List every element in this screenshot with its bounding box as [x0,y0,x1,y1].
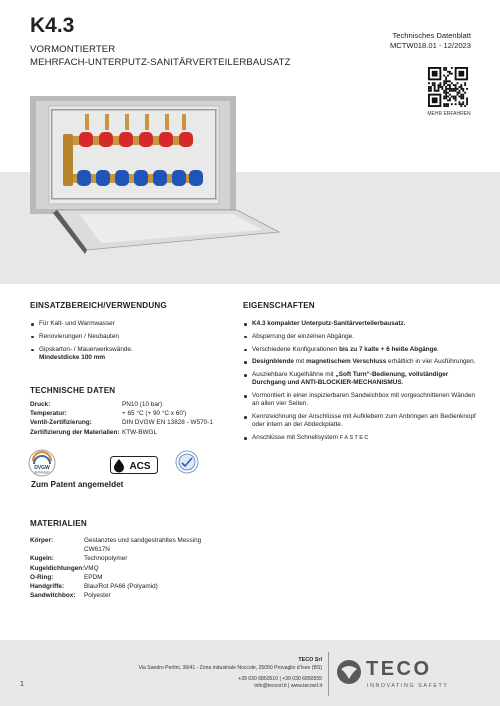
acs-logo [110,456,158,474]
footer-divider [328,652,329,696]
product-subtitle-line1: VORMONTIERTER [30,44,116,55]
material-value: Technopolymer [84,555,128,563]
tech-row [30,400,213,409]
material-row [30,573,201,582]
hot-valve-handle [139,132,153,147]
features-heading: EIGENSCHAFTEN [243,301,315,310]
hot-valve-handle [179,132,193,147]
document-code: MCTW018.01 - 12/2023 [389,41,471,50]
cold-valve-handle [189,170,203,186]
feature-text: Ausziehbare Kugelhähne mit [252,371,336,379]
product-subtitle-line2: MEHRFACH-UNTERPUTZ-SANITÄRVERTEILERBAUSATZ [30,57,291,68]
teco-tagline: INNOVATING SAFETY [367,683,449,689]
material-value: Gestanztes und sandgestrahltes Messing [84,537,202,544]
tech-key: Druck: [30,401,51,408]
footer-email-web[interactable]: info@tecosrl.it | www.tecosrl.it [254,683,322,689]
material-row [30,536,201,545]
material-row [30,554,201,563]
feature-bold: magnetischem Verschluss [305,358,387,366]
document-type: Technisches Datenblatt [392,31,471,40]
usage-item: Für Kalt- und Warmwasser [30,320,230,328]
material-row [30,582,201,591]
material-value: EPDM [84,573,103,581]
footer-address: Via Sandro Pertini, 39/41 - Zona industriale Noccole, 25050 Provaglio d’Iseo (BS) [138,665,322,671]
dvgw-logo [28,449,56,477]
feature-text: Verschiedene Konfigurationen [252,345,340,353]
feature-item [243,392,477,408]
tech-value: DIN DVGW EN 13828 - W570-1 [122,419,213,427]
acs-text: ACS [129,461,151,472]
cold-valve-handle [115,170,129,186]
hot-valve-handle [119,132,133,147]
hot-valve-handle [159,132,173,147]
feature-item [243,413,477,429]
cold-valve-handle [153,170,167,186]
dvgw-text: DVGW [34,465,50,471]
tech-value: KTW-BWGL [122,428,158,436]
feature-text: erhältlich in vier Ausführungen. [386,358,476,366]
tech-row [30,418,213,427]
materials-table [30,536,201,600]
material-key: O-Ring: [30,573,54,581]
page-number: 1 [20,681,24,688]
qr-code[interactable] [428,67,468,107]
material-row [30,564,201,573]
teco-emblem-icon [336,659,362,685]
feature-item [243,346,477,354]
material-key: Kugeln: [30,555,54,563]
teco-brand: TECO [366,658,432,680]
feature-bold: „Soft Turn“-Bedienung, vollständiger Durchgang und ANTI-BLOCKIER-MECHANISMUS [252,371,449,387]
material-key: Sandwitchbox: [30,592,76,600]
product-image [27,92,282,257]
usage-item [30,346,230,362]
manifold-inlet [63,134,73,186]
product-subtitle [30,43,291,69]
material-key: Kugeldichtungen: [30,564,85,572]
box-back-panel [49,106,219,204]
feature-text: Absperrung der einzelnen Abgänge. [252,332,354,340]
features-list [243,320,477,447]
tech-key: Zertifizierung der Materialien: [30,428,120,436]
tech-key: Ventil-Zertifizierung: [30,419,92,427]
tech-heading: TECHNISCHE DATEN [30,386,116,395]
feature-item [243,434,477,442]
hot-valve-handle [79,132,93,147]
cold-valve-handle [77,170,91,186]
feature-item [243,371,477,387]
materials-heading: MATERIALIEN [30,519,87,528]
material-key [30,545,84,554]
usage-item: Renovierungen / Neubauten [30,333,230,341]
footer-phone: +39 030 6850510 | +39 030 6850555 [238,676,322,682]
material-value: VMQ [84,564,99,572]
qr-label: MEHR ERFAHREN [427,111,471,117]
feature-bold: bis zu 7 kalte + 6 heiße Abgänge [339,345,438,353]
patent-note: Zum Patent angemeldet [31,480,124,489]
material-key: Körper: [30,537,54,544]
tech-row [30,409,213,418]
usage-item-min-thickness: Mindestdicke 100 mm [39,353,106,361]
feature-text: . [401,379,404,387]
cold-valve-handle [172,170,186,186]
material-row [30,545,201,554]
document-info [390,31,471,51]
material-value: Blau/Rot PA66 (Polyamid) [84,583,158,591]
feature-text: Anschlüsse mit Schnellsystem [252,434,338,442]
feature-bold: Designblende [252,358,294,366]
feature-item [243,333,477,341]
footer-company: TECO Srl [298,657,322,663]
ktw-seal-logo [175,450,199,474]
fastec-logo: FASTEC [339,435,370,442]
material-value: CW617N [84,546,110,554]
feature-text: Vormontiert in einer inspizierbaren Sandwichbox mit vorgeschnittenen Wänden an allen vier Seiten. [252,392,476,408]
material-value: Polyester [84,592,111,600]
cold-valve-handle [96,170,110,186]
tech-key: Temperatur: [30,410,67,418]
material-key: Handgriffe: [30,583,65,591]
dvgw-subtext: ZERTIFIZIERT [34,471,50,475]
product-title: K4.3 [30,14,75,37]
usage-heading: EINSATZBEREICH/VERWENDUNG [30,301,167,310]
feature-text: Kennzeichnung der Anschlüsse mit Aufklebern zum Anbringen am Bedienknopf oder intern an der Abdeckplatte. [252,413,476,429]
feature-item [243,358,477,366]
tech-row [30,428,213,437]
tech-table [30,400,213,437]
feature-bold: K4.3 kompakter Unterputz-Sanitärverteilerbausatz. [252,320,406,327]
feature-text: . [437,345,439,353]
cold-valve-handle [134,170,148,186]
usage-list [30,320,230,362]
feature-text: mit [293,358,306,366]
usage-item-text: Gipskarton- / Mauerwerkswände. [39,345,133,353]
hot-valve-handle [99,132,113,147]
tech-value: + 65 °C (+ 90 °C x 60') [122,410,187,418]
feature-item [243,320,477,328]
material-row [30,591,201,600]
tech-value: PN10 (10 bar) [122,401,163,408]
